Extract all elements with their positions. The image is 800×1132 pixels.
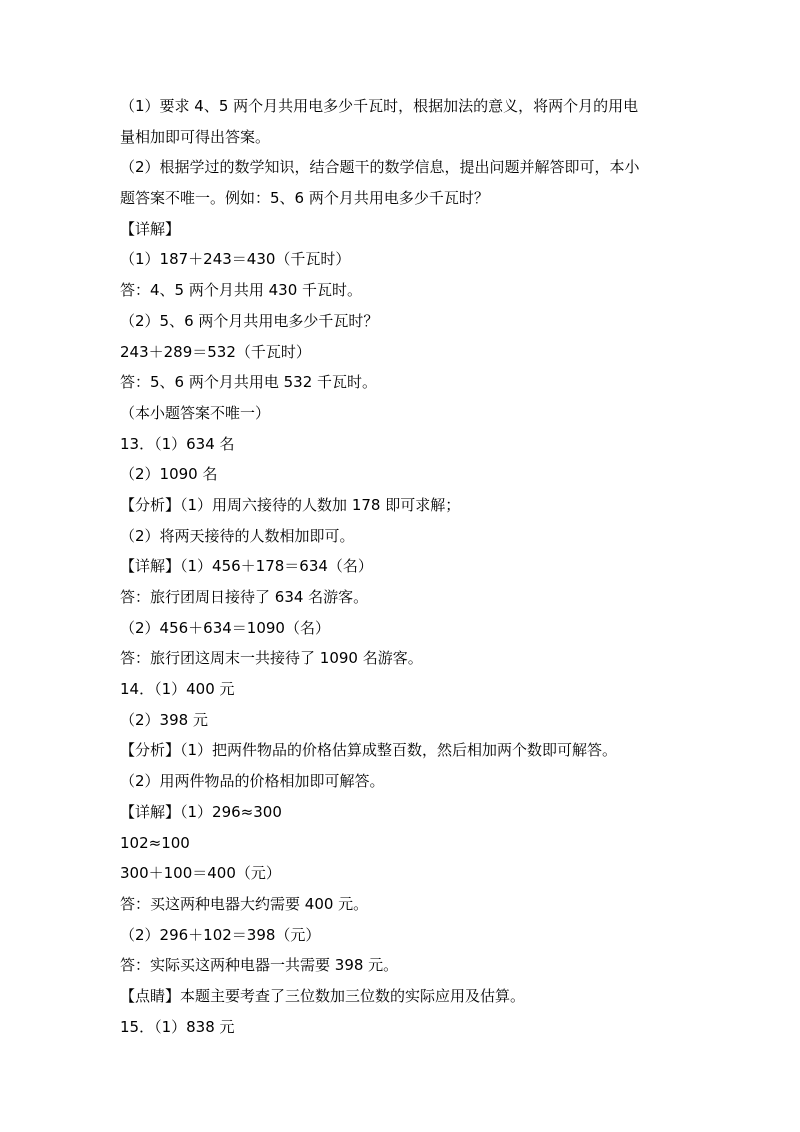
question-number: 13．（1）634 名	[120, 434, 235, 453]
question-number: 15．（1）838 元	[120, 1017, 235, 1036]
text-line: （2）296＋102＝398（元）	[120, 925, 321, 944]
text-line: 量相加即可得出答案。	[120, 127, 271, 146]
text-line: （2）用两件物品的价格相加即可解答。	[120, 772, 385, 791]
text-line: 【详解】（1）296≈300	[120, 802, 282, 821]
text-line: 答：旅行团周日接待了 634 名游客。	[120, 588, 369, 606]
text-line: （2）1090 名	[120, 465, 218, 484]
text-line: 300＋100＝400（元）	[120, 864, 281, 883]
text-line: （本小题答案不唯一）	[120, 403, 271, 422]
text-line: （1）要求 4、5 两个月共用电多少千瓦时，根据加法的意义，将两个月的用电	[120, 97, 639, 115]
text-line: （2）398 元	[120, 710, 208, 729]
text-line: （2）5、6 两个月共用电多少千瓦时？	[120, 311, 379, 330]
question-number: 14．（1）400 元	[120, 680, 235, 699]
text-line: 243＋289＝532（千瓦时）	[120, 342, 311, 361]
text-line: 【分析】（1）把两件物品的价格估算成整百数，然后相加两个数即可解答。	[120, 741, 618, 760]
text-line: 102≈100	[120, 833, 190, 852]
text-line: 答：实际买这两种电器一共需要 398 元。	[120, 956, 399, 975]
section-heading: 【详解】	[120, 219, 181, 238]
text-line: 题答案不唯一。例如：5、6 两个月共用电多少千瓦时？	[120, 189, 489, 208]
text-line: 【详解】（1）456＋178＝634（名）	[120, 557, 373, 576]
text-line: （2）根据学过的数学知识，结合题干的数学信息，提出问题并解答即可，本小	[120, 158, 640, 177]
text-line: 答：旅行团这周末一共接待了 1090 名游客。	[120, 649, 423, 668]
text-line: （2）456＋634＝1090（名）	[120, 618, 330, 637]
text-line: （2）将两天接待的人数相加即可。	[120, 526, 355, 545]
text-line: 答：4、5 两个月共用 430 千瓦时。	[120, 281, 363, 300]
text-line: 答：5、6 两个月共用电 532 千瓦时。	[120, 373, 378, 392]
text-line: （1）187＋243＝430（千瓦时）	[120, 250, 351, 269]
text-line: 【分析】（1）用周六接待的人数加 178 即可求解；	[120, 495, 461, 514]
text-line: 【点睛】本题主要考查了三位数加三位数的实际应用及估算。	[120, 986, 526, 1005]
text-line: 答：买这两种电器大约需要 400 元。	[120, 894, 369, 913]
document-body	[0, 91, 800, 1042]
